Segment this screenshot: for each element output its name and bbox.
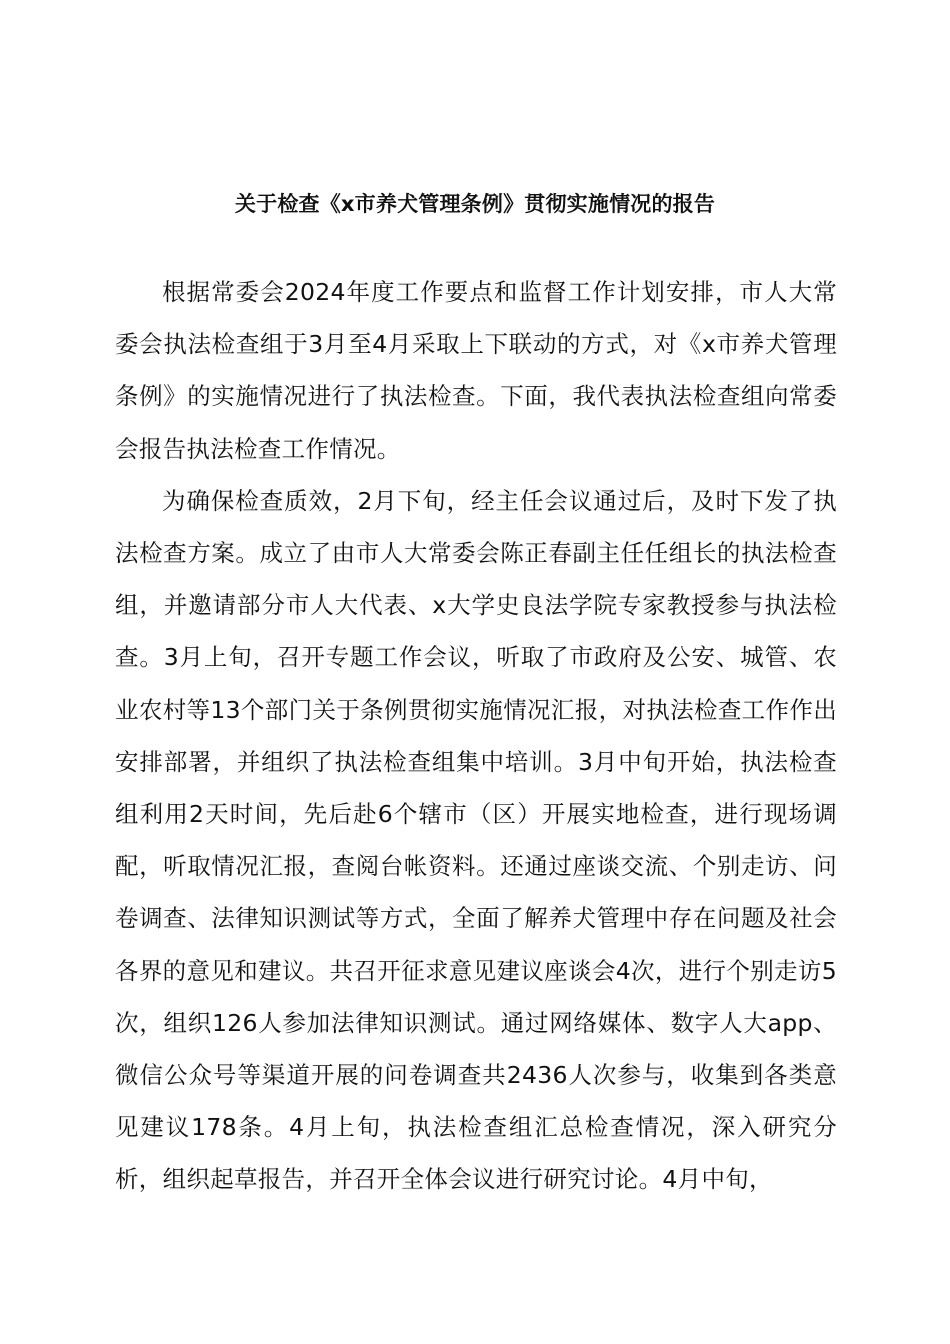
- document-body: [115, 266, 837, 1206]
- paragraph-process: 为确保检查质效，2月下旬，经主任会议通过后，及时下发了执法检查方案。成立了由市人大常委会陈正春副主任任组长的执法检查组，并邀请部分市人大代表、x大学史良法学院专家教授参与执法检查。3月上旬，召开专题工作会议，听取了市政府及公安、城管、农业农村等13个部门关于条例贯彻实施情况汇报，对执法检查工作作出安排部署，并组织了执法检查组集中培训。3月中旬开始，执法检查组利用2天时间，先后赴6个辖市（区）开展实地检查，进行现场调配，听取情况汇报，查阅台帐资料。还通过座谈交流、个别走访、问卷调查、法律知识测试等方式，全面了解养犬管理中存在问题及社会各界的意见和建议。共召开征求意见建议座谈会4次，进行个别走访5次，组织126人参加法律知识测试。通过网络媒体、数字人大app、微信公众号等渠道开展的问卷调查共2436人次参与，收集到各类意见建议178条。4月上旬，执法检查组汇总检查情况，深入研究分析，组织起草报告，并召开全体会议进行研究讨论。4月中旬，: [115, 486, 837, 1194]
- document-title: 关于检查《x市养犬管理条例》贯彻实施情况的报告: [234, 192, 716, 216]
- paragraph-intro: 根据常委会2024年度工作要点和监督工作计划安排，市人大常委会执法检查组于3月至4月采取上下联动的方式，对《x市养犬管理条例》的实施情况进行了执法检查。下面，我代表执法检查组向常委会报告执法检查工作情况。: [115, 278, 837, 463]
